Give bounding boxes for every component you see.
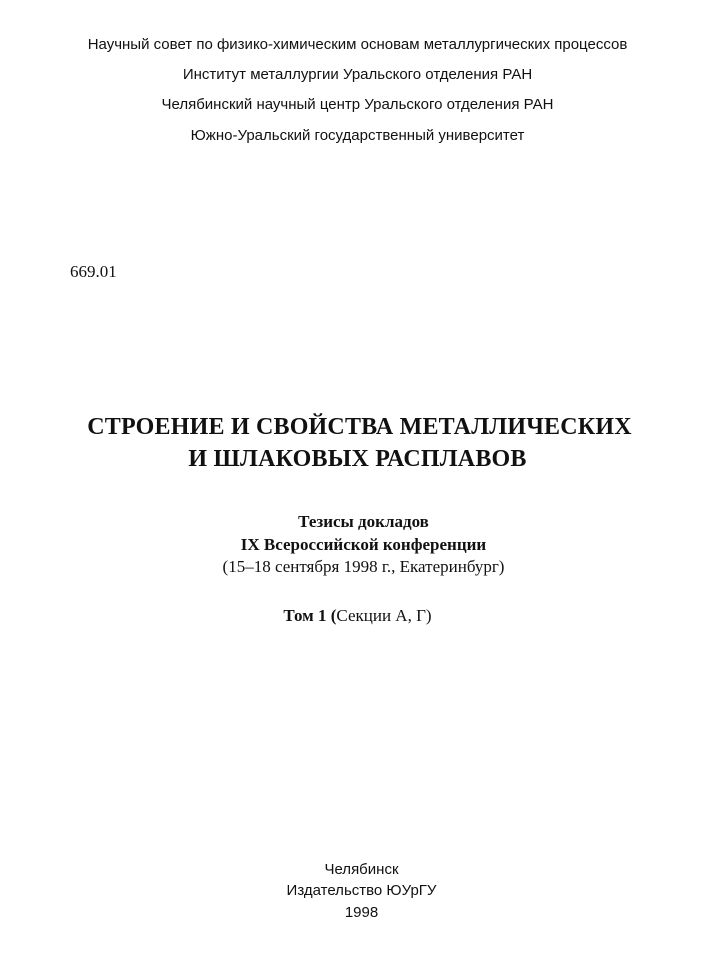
imprint-city: Челябинск bbox=[324, 861, 399, 878]
organization-line-2: Институт металлургии Уральского отделения РАН bbox=[182, 66, 533, 83]
udc-code: 669.01 bbox=[70, 262, 117, 281]
subtitle-line-2: IX Всероссийской конференции bbox=[240, 535, 487, 554]
imprint-year: 1998 bbox=[344, 904, 379, 921]
organization-line-4: Южно-Уральский государственный университет bbox=[190, 127, 525, 144]
conference-dates: (15–18 сентября 1998 г., Екатеринбург) bbox=[222, 557, 505, 576]
imprint-publisher: Издательство ЮУрГУ bbox=[286, 882, 437, 899]
volume-info bbox=[0, 606, 715, 626]
organization-line-1: Научный совет по физико-химическим основам металлургических процессов bbox=[87, 36, 628, 53]
book-title-line-2: И ШЛАКОВЫХ РАСПЛАВОВ bbox=[188, 446, 527, 472]
book-title-line-1: СТРОЕНИЕ И СВОЙСТВА МЕТАЛЛИЧЕСКИХ bbox=[87, 414, 632, 440]
volume-sections: Секции А, Г) bbox=[336, 606, 432, 625]
subtitle-line-1: Тезисы докладов bbox=[298, 512, 429, 531]
volume-label: Том 1 ( bbox=[283, 606, 337, 625]
organization-line-3: Челябинский научный центр Уральского отделения РАН bbox=[161, 96, 554, 113]
